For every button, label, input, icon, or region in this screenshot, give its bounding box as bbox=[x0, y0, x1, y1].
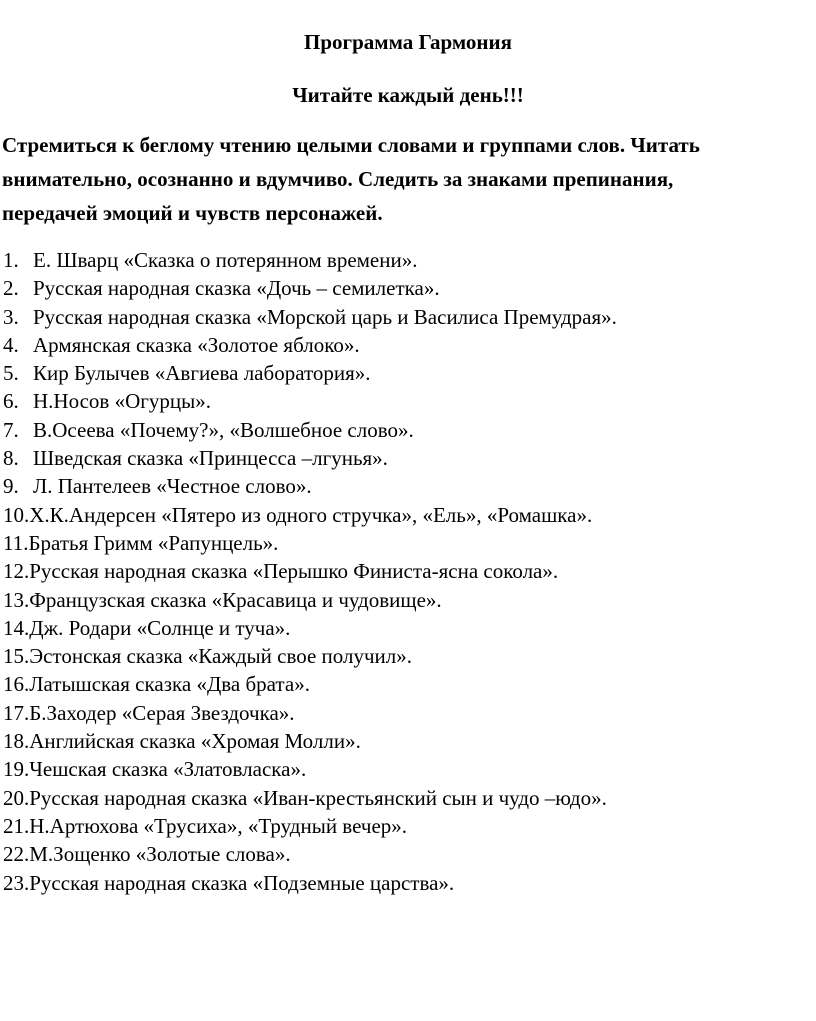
item-number: 17. bbox=[3, 700, 30, 725]
item-number: 3. bbox=[3, 304, 19, 329]
item-text: Чешская сказка «Златовласка». bbox=[29, 757, 307, 782]
item-number: 5. bbox=[3, 361, 19, 386]
item-number: 7. bbox=[3, 417, 19, 442]
item-text: Х.К.Андерсен «Пятеро из одного стручка», «Ель», «Ромашка». bbox=[29, 502, 593, 527]
item-text: Русская народная сказка «Морской царь и Василиса Премудрая». bbox=[33, 304, 617, 329]
item-number: 21. bbox=[3, 813, 30, 838]
item-number: 22. bbox=[3, 842, 30, 867]
item-number: 16. bbox=[3, 672, 30, 697]
item-text: Е. Шварц «Сказка о потерянном времени». bbox=[33, 248, 418, 272]
item-text: М.Зощенко «Золотые слова». bbox=[29, 842, 291, 867]
item-text: Н.Артюхова «Трусиха», «Трудный вечер». bbox=[29, 813, 408, 838]
item-number: 6. bbox=[3, 389, 19, 414]
item-text: Русская народная сказка «Перышко Финиста-ясна сокола». bbox=[29, 559, 559, 584]
item-number: 14. bbox=[3, 615, 30, 640]
list-item bbox=[0, 699, 816, 727]
list-item bbox=[0, 274, 816, 302]
list-item bbox=[0, 840, 816, 868]
item-text: Латышская сказка «Два брата». bbox=[29, 672, 310, 697]
item-text: Русская народная сказка «Иван-крестьянский сын и чудо –юдо». bbox=[29, 785, 607, 810]
item-text: Н.Носов «Огурцы». bbox=[33, 389, 211, 414]
list-item bbox=[0, 586, 816, 614]
item-text: Л. Пантелеев «Честное слово». bbox=[33, 474, 312, 499]
list-item bbox=[0, 529, 816, 557]
list-item bbox=[0, 359, 816, 387]
list-item bbox=[0, 614, 816, 642]
list-item bbox=[0, 755, 816, 783]
item-number: 18. bbox=[3, 729, 30, 754]
list-item bbox=[0, 869, 816, 897]
item-text: Эстонская сказка «Каждый свое получил». bbox=[29, 644, 413, 669]
item-text: Шведская сказка «Принцесса –лгунья». bbox=[33, 446, 388, 471]
item-text: Дж. Родари «Солнце и туча». bbox=[29, 615, 291, 640]
book-list bbox=[0, 246, 816, 897]
list-item bbox=[0, 557, 816, 585]
item-text: Русская народная сказка «Дочь – семилетка». bbox=[33, 276, 440, 301]
item-number: 19. bbox=[3, 757, 30, 782]
list-item bbox=[0, 727, 816, 755]
intro-line: Стремиться к беглому чтению целыми словами и группами слов. Читать bbox=[2, 133, 700, 157]
item-text: Французская сказка «Красавица и чудовище». bbox=[29, 587, 442, 612]
subtitle: Читайте каждый день!!! bbox=[292, 83, 524, 107]
item-number: 1. bbox=[3, 248, 19, 272]
item-text: В.Осеева «Почему?», «Волшебное слово». bbox=[33, 417, 414, 442]
intro-line: внимательно, осознанно и вдумчиво. Следить за знаками препинания, bbox=[2, 167, 674, 191]
item-number: 12. bbox=[3, 559, 30, 584]
list-item bbox=[0, 444, 816, 472]
list-item bbox=[0, 387, 816, 415]
intro-paragraph bbox=[2, 128, 816, 230]
item-number: 10. bbox=[3, 502, 30, 527]
item-number: 20. bbox=[3, 785, 30, 810]
item-text: Б.Заходер «Серая Звездочка». bbox=[29, 700, 295, 725]
item-number: 2. bbox=[3, 276, 19, 301]
list-item bbox=[0, 416, 816, 444]
intro-line: передачей эмоций и чувств персонажей. bbox=[2, 201, 383, 225]
item-text: Братья Гримм «Рапунцель». bbox=[28, 530, 279, 555]
list-item bbox=[0, 472, 816, 500]
list-item bbox=[0, 784, 816, 812]
list-item bbox=[0, 501, 816, 529]
item-number: 8. bbox=[3, 446, 19, 471]
list-item bbox=[0, 246, 816, 274]
item-text: Армянская сказка «Золотое яблоко». bbox=[33, 332, 360, 357]
list-item bbox=[0, 642, 816, 670]
item-number: 4. bbox=[3, 332, 19, 357]
list-item bbox=[0, 670, 816, 698]
list-item bbox=[0, 303, 816, 331]
item-number: 13. bbox=[3, 587, 30, 612]
item-number: 11. bbox=[3, 530, 29, 555]
item-number: 9. bbox=[3, 474, 19, 499]
item-text: Английская сказка «Хромая Молли». bbox=[29, 729, 361, 754]
list-item bbox=[0, 812, 816, 840]
list-item bbox=[0, 331, 816, 359]
item-number: 15. bbox=[3, 644, 30, 669]
item-text: Русская народная сказка «Подземные царства». bbox=[29, 870, 455, 895]
item-text: Кир Булычев «Авгиева лаборатория». bbox=[33, 361, 371, 386]
item-number: 23. bbox=[3, 870, 30, 895]
program-title: Программа Гармония bbox=[304, 30, 512, 54]
